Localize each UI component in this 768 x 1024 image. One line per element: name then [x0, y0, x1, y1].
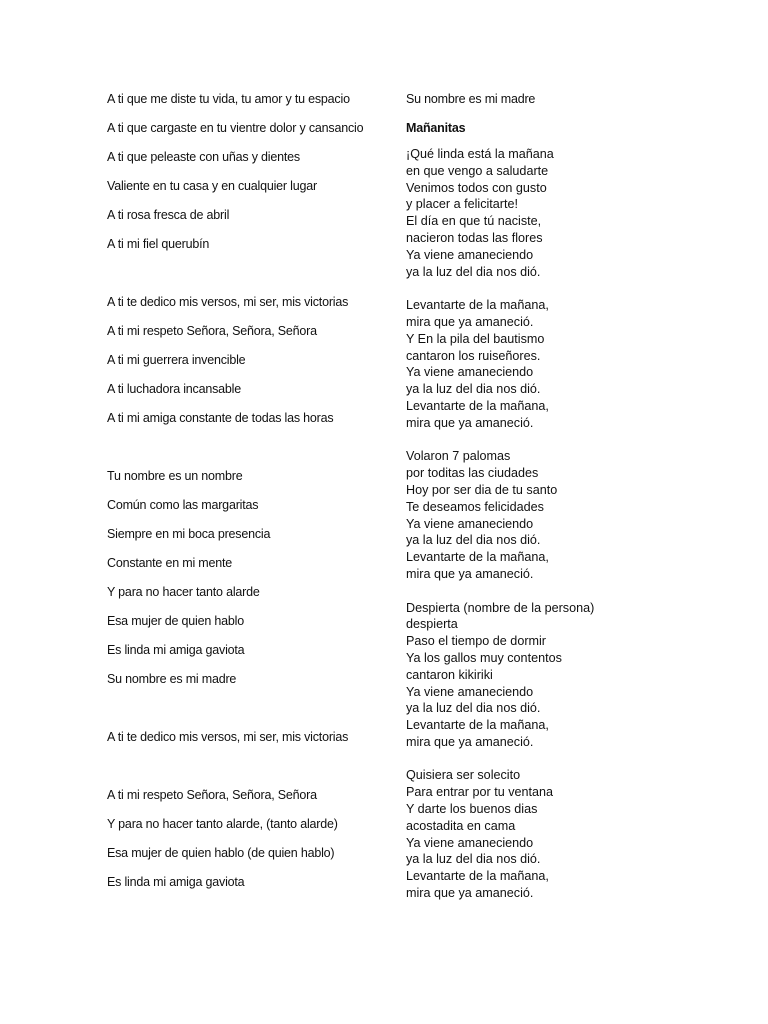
stanza-line: mira que ya amaneció. — [406, 415, 534, 430]
stanza-line: Paso el tiempo de dormir — [406, 634, 546, 649]
stanza — [406, 297, 746, 431]
stanza-line: Quisiera ser solecito — [406, 768, 521, 783]
stanza-line: Para entrar por tu ventana — [406, 785, 554, 800]
stanza-list — [406, 146, 746, 902]
stanza-line: ya la luz del dia nos dió. — [406, 382, 541, 397]
lyric-paragraph: A ti luchadora incansable — [107, 382, 241, 396]
stanza-line: mira que ya amaneció. — [406, 314, 534, 329]
stanza-line: en que vengo a saludarte — [406, 163, 549, 178]
stanza-line: y placer a felicitarte! — [406, 197, 518, 212]
stanza-line: Levantarte de la mañana, — [406, 550, 549, 565]
right-column-lyrics — [406, 90, 746, 919]
stanza-line: ya la luz del dia nos dió. — [406, 701, 541, 716]
stanza-line: Levantarte de la mañana, — [406, 718, 549, 733]
lyric-paragraph: Y para no hacer tanto alarde — [107, 585, 260, 599]
lyric-paragraph: Es linda mi amiga gaviota — [107, 875, 245, 889]
left-column-lyrics — [107, 90, 367, 891]
stanza-line: ¡Qué linda está la mañana — [406, 147, 554, 161]
stanza-line: Ya viene amaneciendo — [406, 835, 534, 850]
stanza — [406, 600, 746, 751]
lyric-paragraph: Siempre en mi boca presencia — [107, 527, 271, 541]
stanza — [406, 146, 746, 280]
stanza-line: Levantarte de la mañana, — [406, 298, 549, 313]
lyric-paragraph: A ti mi respeto Señora, Señora, Señora — [107, 324, 317, 338]
lyric-paragraph: A ti mi guerrera invencible — [107, 353, 246, 367]
stanza-line: mira que ya amaneció. — [406, 886, 534, 901]
lyric-paragraph: Esa mujer de quien hablo — [107, 614, 244, 628]
song-title: Mañanitas — [406, 121, 466, 135]
lyric-paragraph: A ti que me diste tu vida, tu amor y tu espacio — [107, 92, 350, 106]
stanza-line: Y darte los buenos dias — [406, 802, 538, 817]
lyric-paragraph: A ti que peleaste con uñas y dientes — [107, 150, 300, 164]
lyric-paragraph: Es linda mi amiga gaviota — [107, 643, 245, 657]
lyric-paragraph: Común como las margaritas — [107, 498, 259, 512]
stanza-line: nacieron todas las flores — [406, 230, 543, 245]
lyric-paragraph: A ti mi amiga constante de todas las horas — [107, 411, 334, 425]
lyric-paragraph: A ti te dedico mis versos, mi ser, mis victorias — [107, 295, 349, 309]
stanza-line: El día en que tú naciste, — [406, 214, 542, 229]
stanza-line: cantaron kikiriki — [406, 667, 493, 682]
lyric-paragraph: A ti te dedico mis versos, mi ser, mis victorias — [107, 730, 349, 744]
stanza-line: Ya viene amaneciendo — [406, 247, 534, 262]
stanza-line: Ya viene amaneciendo — [406, 684, 534, 699]
stanza-line: Despierta (nombre de la persona) — [406, 600, 595, 615]
stanza — [406, 448, 746, 582]
lyric-paragraph: Esa mujer de quien hablo (de quien hablo) — [107, 846, 335, 860]
stanza-line: Y En la pila del bautismo — [406, 331, 545, 346]
lyric-paragraph: A ti que cargaste en tu vientre dolor y cansancio — [107, 121, 364, 135]
stanza-line: cantaron los ruiseñores. — [406, 348, 541, 363]
lyric-paragraph: Valiente en tu casa y en cualquier lugar — [107, 179, 317, 193]
stanza-line: Levantarte de la mañana, — [406, 398, 549, 413]
lyric-paragraph: A ti mi fiel querubín — [107, 237, 210, 251]
stanza — [406, 767, 746, 901]
stanza-line: Hoy por ser dia de tu santo — [406, 482, 558, 497]
stanza-line: Ya los gallos muy contentos — [406, 650, 562, 665]
stanza-line: ya la luz del dia nos dió. — [406, 852, 541, 867]
stanza-line: mira que ya amaneció. — [406, 734, 534, 749]
lyric-paragraph: Tu nombre es un nombre — [107, 469, 243, 483]
closing-line: Su nombre es mi madre — [406, 92, 536, 106]
stanza-line: ya la luz del dia nos dió. — [406, 264, 541, 279]
stanza-line: Te deseamos felicidades — [406, 499, 544, 514]
stanza-line: por toditas las ciudades — [406, 466, 539, 481]
stanza-line: mira que ya amaneció. — [406, 566, 534, 581]
lyric-paragraph: A ti mi respeto Señora, Señora, Señora — [107, 788, 317, 802]
stanza-line: Venimos todos con gusto — [406, 180, 547, 195]
stanza-line: ya la luz del dia nos dió. — [406, 533, 541, 548]
stanza-line: acostadita en cama — [406, 818, 516, 833]
lyric-paragraph: A ti rosa fresca de abril — [107, 208, 230, 222]
stanza-line: Ya viene amaneciendo — [406, 516, 534, 531]
stanza-line: Ya viene amaneciendo — [406, 365, 534, 380]
stanza-line: Levantarte de la mañana, — [406, 869, 549, 884]
stanza-line: despierta — [406, 617, 458, 632]
lyric-paragraph: Y para no hacer tanto alarde, (tanto alarde) — [107, 817, 338, 831]
lyric-paragraph: Su nombre es mi madre — [107, 672, 237, 686]
stanza-line: Volaron 7 palomas — [406, 449, 511, 464]
lyric-paragraph: Constante en mi mente — [107, 556, 233, 570]
